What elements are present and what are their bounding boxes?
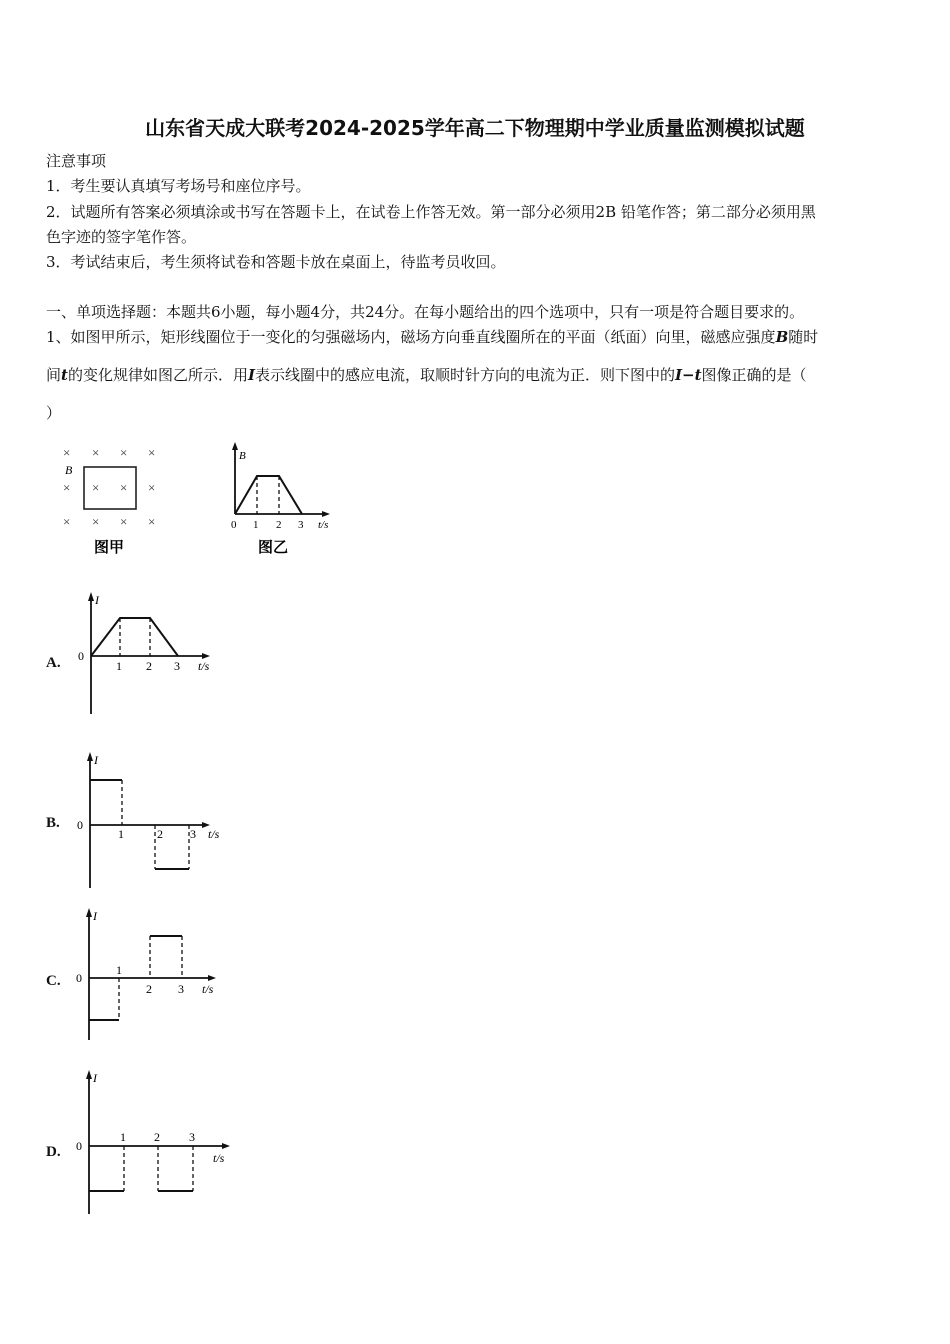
tick-label: 0 (231, 519, 237, 531)
tick-label: 3 (174, 659, 180, 673)
y-label: I (95, 593, 99, 607)
notice-item-2-cont: 色字迹的签字笔作答。 (46, 228, 197, 246)
option-b-label[interactable]: B. (46, 815, 60, 831)
question-text: 随时 (788, 328, 819, 346)
option-a-label[interactable]: A. (46, 655, 61, 671)
figure-jia (46, 436, 176, 564)
field-mark: × (120, 514, 128, 529)
tick-label: 2 (276, 519, 282, 531)
question-text: 间 (46, 366, 62, 384)
i-curve (91, 618, 178, 656)
symbol-t: t (61, 366, 68, 384)
notice-heading: 注意事项 (46, 152, 107, 170)
symbol-it: I−t (675, 366, 702, 384)
question-text: 1、如图甲所示，矩形线圈位于一变化的匀强磁场内，磁场方向垂直线圈所在的平面（纸面）向里，磁感应强度 (46, 328, 776, 346)
origin-label: 0 (76, 971, 82, 985)
notice-item-3: 3．考试结束后，考生须将试卷和答题卡放在桌面上，待监考员收回。 (46, 253, 506, 271)
y-arrow (86, 908, 92, 917)
figure-yi (222, 440, 342, 564)
tick-label: 3 (178, 982, 184, 996)
field-mark: × (148, 514, 156, 529)
notice-item-1: 1．考生要认真填写考场号和座位序号。 (46, 177, 311, 195)
y-arrow (232, 442, 238, 450)
y-arrow (87, 752, 93, 761)
x-label: t/s (213, 1151, 225, 1165)
y-label: I (94, 753, 98, 767)
option-a-graph[interactable] (74, 588, 234, 718)
option-b-graph[interactable] (74, 748, 234, 892)
symbol-b: B (775, 328, 789, 346)
x-label: t/s (208, 827, 220, 841)
tick-label: 1 (116, 963, 122, 977)
question-line-2 (46, 362, 908, 388)
y-label: I (93, 1071, 97, 1085)
question-text: 表示线圈中的感应电流，取顺时针方向的电流为正．则下图中的 (255, 366, 676, 384)
x-arrow (222, 1143, 230, 1149)
field-mark: × (92, 514, 100, 529)
field-mark: × (92, 480, 100, 495)
tick-label: 3 (298, 519, 304, 531)
origin-label: 0 (77, 818, 83, 832)
origin-label: 0 (76, 1139, 82, 1153)
x-label: t/s (318, 519, 329, 531)
field-mark: × (148, 445, 156, 460)
y-label: B (239, 450, 246, 462)
origin-label: 0 (78, 649, 84, 663)
x-arrow (322, 511, 330, 517)
field-mark: × (120, 445, 128, 460)
field-mark: × (148, 480, 156, 495)
tick-label: 2 (146, 982, 152, 996)
section-heading: 一、单项选择题：本题共6小题，每小题4分，共24分。在每小题给出的四个选项中，只有一项是符合题目要求的。 (46, 303, 805, 321)
field-mark: × (63, 445, 71, 460)
figure-caption: 图甲 (94, 538, 125, 556)
y-arrow (86, 1070, 92, 1079)
y-arrow (88, 592, 94, 601)
y-label: I (93, 909, 97, 923)
field-mark: × (63, 514, 71, 529)
question-text: 的变化规律如图乙所示．用 (67, 366, 248, 384)
figure-caption: 图乙 (258, 538, 289, 556)
notice-item-2: 2．试题所有答案必须填涂或书写在答题卡上，在试卷上作答无效。第一部分必须用2B 铅笔作答；第二部分必须用黑 (46, 203, 816, 221)
page-title: 山东省天成大联考2024-2025学年高二下物理期中学业质量监测模拟试题 (145, 116, 805, 140)
option-c-label[interactable]: C. (46, 973, 61, 989)
tick-label: 2 (146, 659, 152, 673)
field-mark: × (120, 480, 128, 495)
tick-label: 1 (253, 519, 259, 531)
x-label: t/s (202, 982, 214, 996)
field-mark: × (92, 445, 100, 460)
x-label: t/s (198, 659, 210, 673)
question-text: 图像正确的是（ (701, 366, 807, 384)
field-mark: × (63, 480, 71, 495)
tick-label: 2 (154, 1130, 160, 1144)
option-c-graph[interactable] (74, 904, 234, 1044)
question-line-3: ） (46, 404, 62, 422)
tick-label: 3 (189, 1130, 195, 1144)
question-line-1 (46, 324, 908, 350)
option-d-label[interactable]: D. (46, 1144, 61, 1160)
option-d-graph[interactable] (74, 1066, 236, 1218)
field-label: B (65, 463, 73, 477)
tick-label: 1 (120, 1130, 126, 1144)
symbol-i: I (247, 366, 255, 384)
tick-label: 2 (157, 827, 163, 841)
tick-label: 1 (118, 827, 124, 841)
x-arrow (208, 975, 216, 981)
tick-label: 3 (190, 827, 196, 841)
b-curve (235, 476, 302, 514)
tick-label: 1 (116, 659, 122, 673)
